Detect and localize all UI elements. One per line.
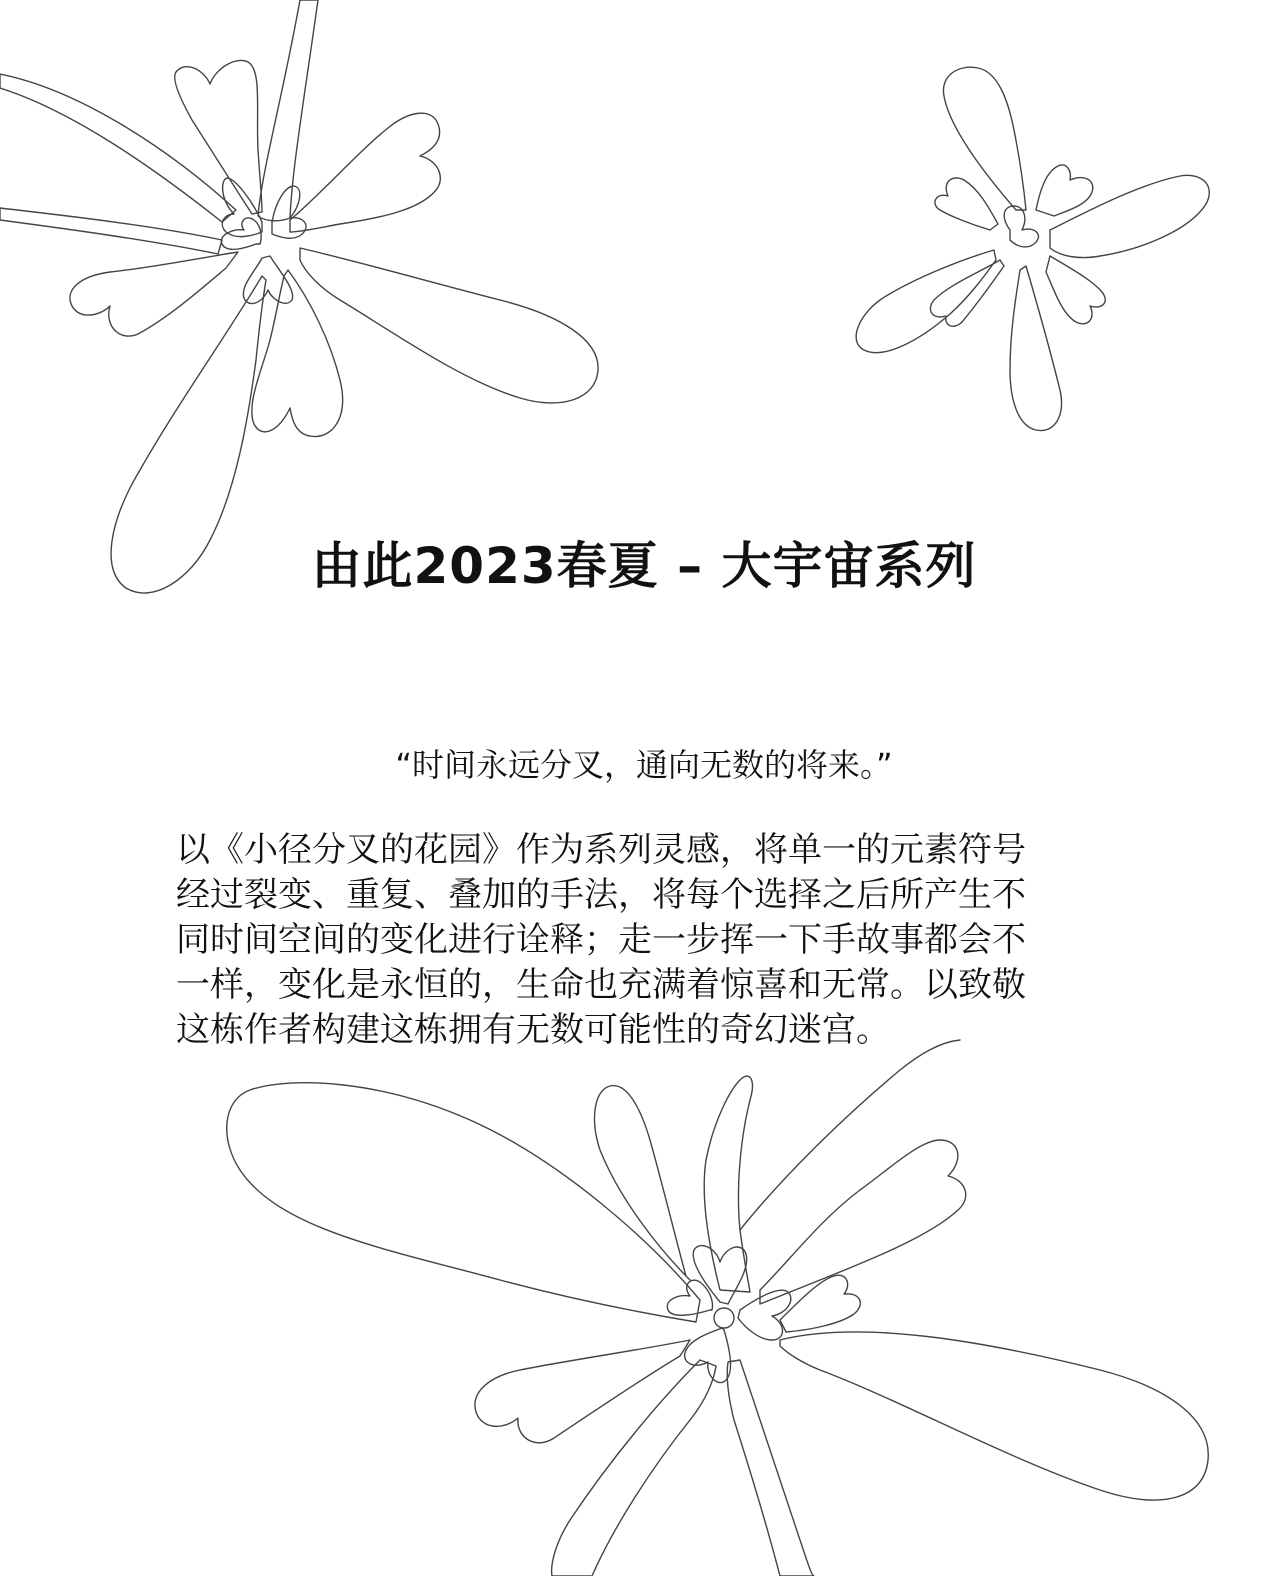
- description-line: 以《小径分叉的花园》作为系列灵感，将单一的元素符号: [176, 830, 1026, 870]
- flower-outline-icon: [0, 0, 620, 600]
- description-line: 经过裂变、重复、叠加的手法，将每个选择之后所产生不: [176, 875, 1026, 915]
- flower-outline-icon: [840, 60, 1220, 440]
- description-line: 同时间空间的变化进行诠释；走一步挥一下手故事都会不: [176, 920, 1026, 960]
- description-line: 这栋作者构建这栋拥有无数可能性的奇幻迷宫。: [176, 1010, 890, 1050]
- flower-outline-icon: [220, 1040, 1220, 1576]
- page-title: 由此2023春夏 – 大宇宙系列: [311, 537, 977, 595]
- description-line: 一样，变化是永恒的，生命也充满着惊喜和无常。以致敬: [176, 965, 1026, 1005]
- quote-text: “时间永远分叉，通向无数的将来。”: [395, 746, 893, 784]
- description-paragraph: [176, 828, 1116, 1053]
